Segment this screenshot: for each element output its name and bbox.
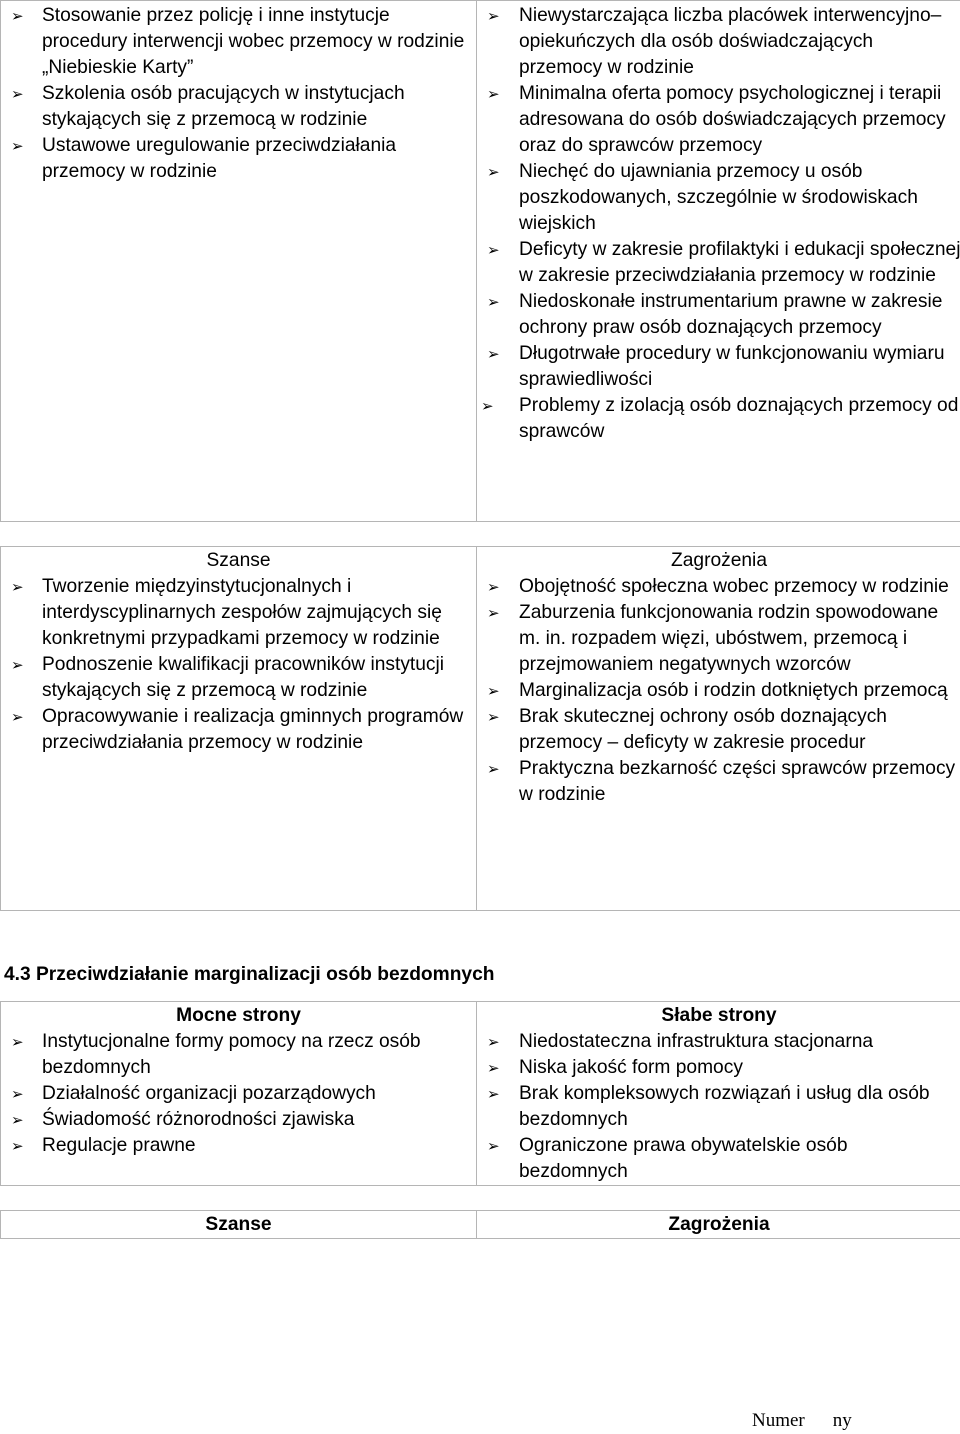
list-item: ➢ Regulacje prawne xyxy=(1,1133,476,1159)
list-item: ➢ Niedostateczna infrastruktura stacjonarna xyxy=(477,1029,960,1055)
list-item: ➢ Podnoszenie kwalifikacji pracowników instytucji stykających się z przemocą w rodzinie xyxy=(1,652,476,704)
weaknesses-header: Słabe strony xyxy=(477,1002,960,1029)
strengths-cell xyxy=(1,1,477,522)
list-weaknesses xyxy=(477,1029,960,1185)
list-item: ➢ Niewystarczająca liczba placówek interwencyjno–opiekuńczych dla osób doświadczających przemocy w rodzinie xyxy=(477,3,960,81)
list-item: ➢ Szkolenia osób pracujących w instytucjach stykających się z przemocą w rodzinie xyxy=(1,81,476,133)
list-item: ➢ Deficyty w zakresie profilaktyki i edukacji społecznej w zakresie przeciwdziałania przemocy w rodzinie xyxy=(477,237,960,289)
list-item: ➢ Instytucjonalne formy pomocy na rzecz osób bezdomnych xyxy=(1,1029,476,1081)
weaknesses-cell xyxy=(477,1,960,522)
list-opportunities xyxy=(1,574,476,756)
list-item: ➢ Tworzenie międzyinstytucjonalnych i interdyscyplinarnych zespołów zajmujących się konkretnymi przypadkami przemocy w rodzinie xyxy=(1,574,476,652)
strengths-cell-2 xyxy=(1,1002,477,1186)
list-item: ➢ Brak kompleksowych rozwiązań i usług dla osób bezdomnych xyxy=(477,1081,960,1133)
list-item: ➢ Brak skutecznej ochrony osób doznających przemocy – deficyty w zakresie procedur xyxy=(477,704,960,756)
list-item: ➢ Ustawowe uregulowanie przeciwdziałania przemocy w rodzinie xyxy=(1,133,476,185)
footer-text-left: Numer xyxy=(752,1410,805,1431)
opportunities-header: Szanse xyxy=(1,547,476,574)
list-item: ➢ Niska jakość form pomocy xyxy=(477,1055,960,1081)
list-item: ➢ Obojętność społeczna wobec przemocy w rodzinie xyxy=(477,574,960,600)
list-item: ➢ Działalność organizacji pozarządowych xyxy=(1,1081,476,1107)
opportunities-cell-2 xyxy=(1,1211,477,1239)
list-top-right xyxy=(477,1,960,445)
threats-cell xyxy=(477,547,960,911)
opportunities-header-2: Szanse xyxy=(1,1211,476,1238)
list-item: ➢ Niechęć do ujawniania przemocy u osób poszkodowanych, szczególnie w środowiskach wiejskich xyxy=(477,159,960,237)
opportunities-cell xyxy=(1,547,477,911)
list-strengths xyxy=(1,1029,476,1159)
list-item: ➢ Stosowanie przez policję i inne instytucje procedury interwencji wobec przemocy w rodzinie „Niebieskie Karty” xyxy=(1,3,476,81)
list-item: ➢ Ograniczone prawa obywatelskie osób bezdomnych xyxy=(477,1133,960,1185)
list-threats xyxy=(477,574,960,808)
list-item: ➢ Niedoskonałe instrumentarium prawne w zakresie ochrony praw osób doznających przemocy xyxy=(477,289,960,341)
list-item: ➢ Długotrwałe procedury w funkcjonowaniu wymiaru sprawiedliwości xyxy=(477,341,960,393)
list-item: ➢ Praktyczna bezkarność części sprawców przemocy w rodzinie xyxy=(477,756,960,808)
swot-table-top xyxy=(0,0,960,522)
strengths-header: Mocne strony xyxy=(1,1002,476,1029)
threats-header-2: Zagrożenia xyxy=(477,1211,960,1238)
swot-table-opportunities xyxy=(0,546,960,911)
section-title: 4.3 Przeciwdziałanie marginalizacji osób bezdomnych xyxy=(4,962,495,988)
swot-table-opportunities-2 xyxy=(0,1210,960,1239)
swot-table-strengths xyxy=(0,1001,960,1186)
list-item: ➢ Minimalna oferta pomocy psychologicznej i terapii adresowana do osób doświadczających przemocy oraz do sprawców przemocy xyxy=(477,81,960,159)
list-item: ➢ Marginalizacja osób i rodzin dotkniętych przemocą xyxy=(477,678,960,704)
threats-cell-2 xyxy=(477,1211,960,1239)
list-item: ➢ Opracowywanie i realizacja gminnych programów przeciwdziałania przemocy w rodzinie xyxy=(1,704,476,756)
footer-text-right: ny xyxy=(833,1410,852,1431)
list-item: ➢ Problemy z izolacją osób doznających przemocy od sprawców xyxy=(477,393,960,445)
list-item: ➢ Zaburzenia funkcjonowania rodzin spowodowane m. in. rozpadem więzi, ubóstwem, przemocą i przejmowaniem negatywnych wzorców xyxy=(477,600,960,678)
threats-header: Zagrożenia xyxy=(477,547,960,574)
page-footer xyxy=(752,1408,852,1434)
list-top-left xyxy=(1,1,476,185)
list-item: ➢ Świadomość różnorodności zjawiska xyxy=(1,1107,476,1133)
weaknesses-cell-2 xyxy=(477,1002,960,1186)
